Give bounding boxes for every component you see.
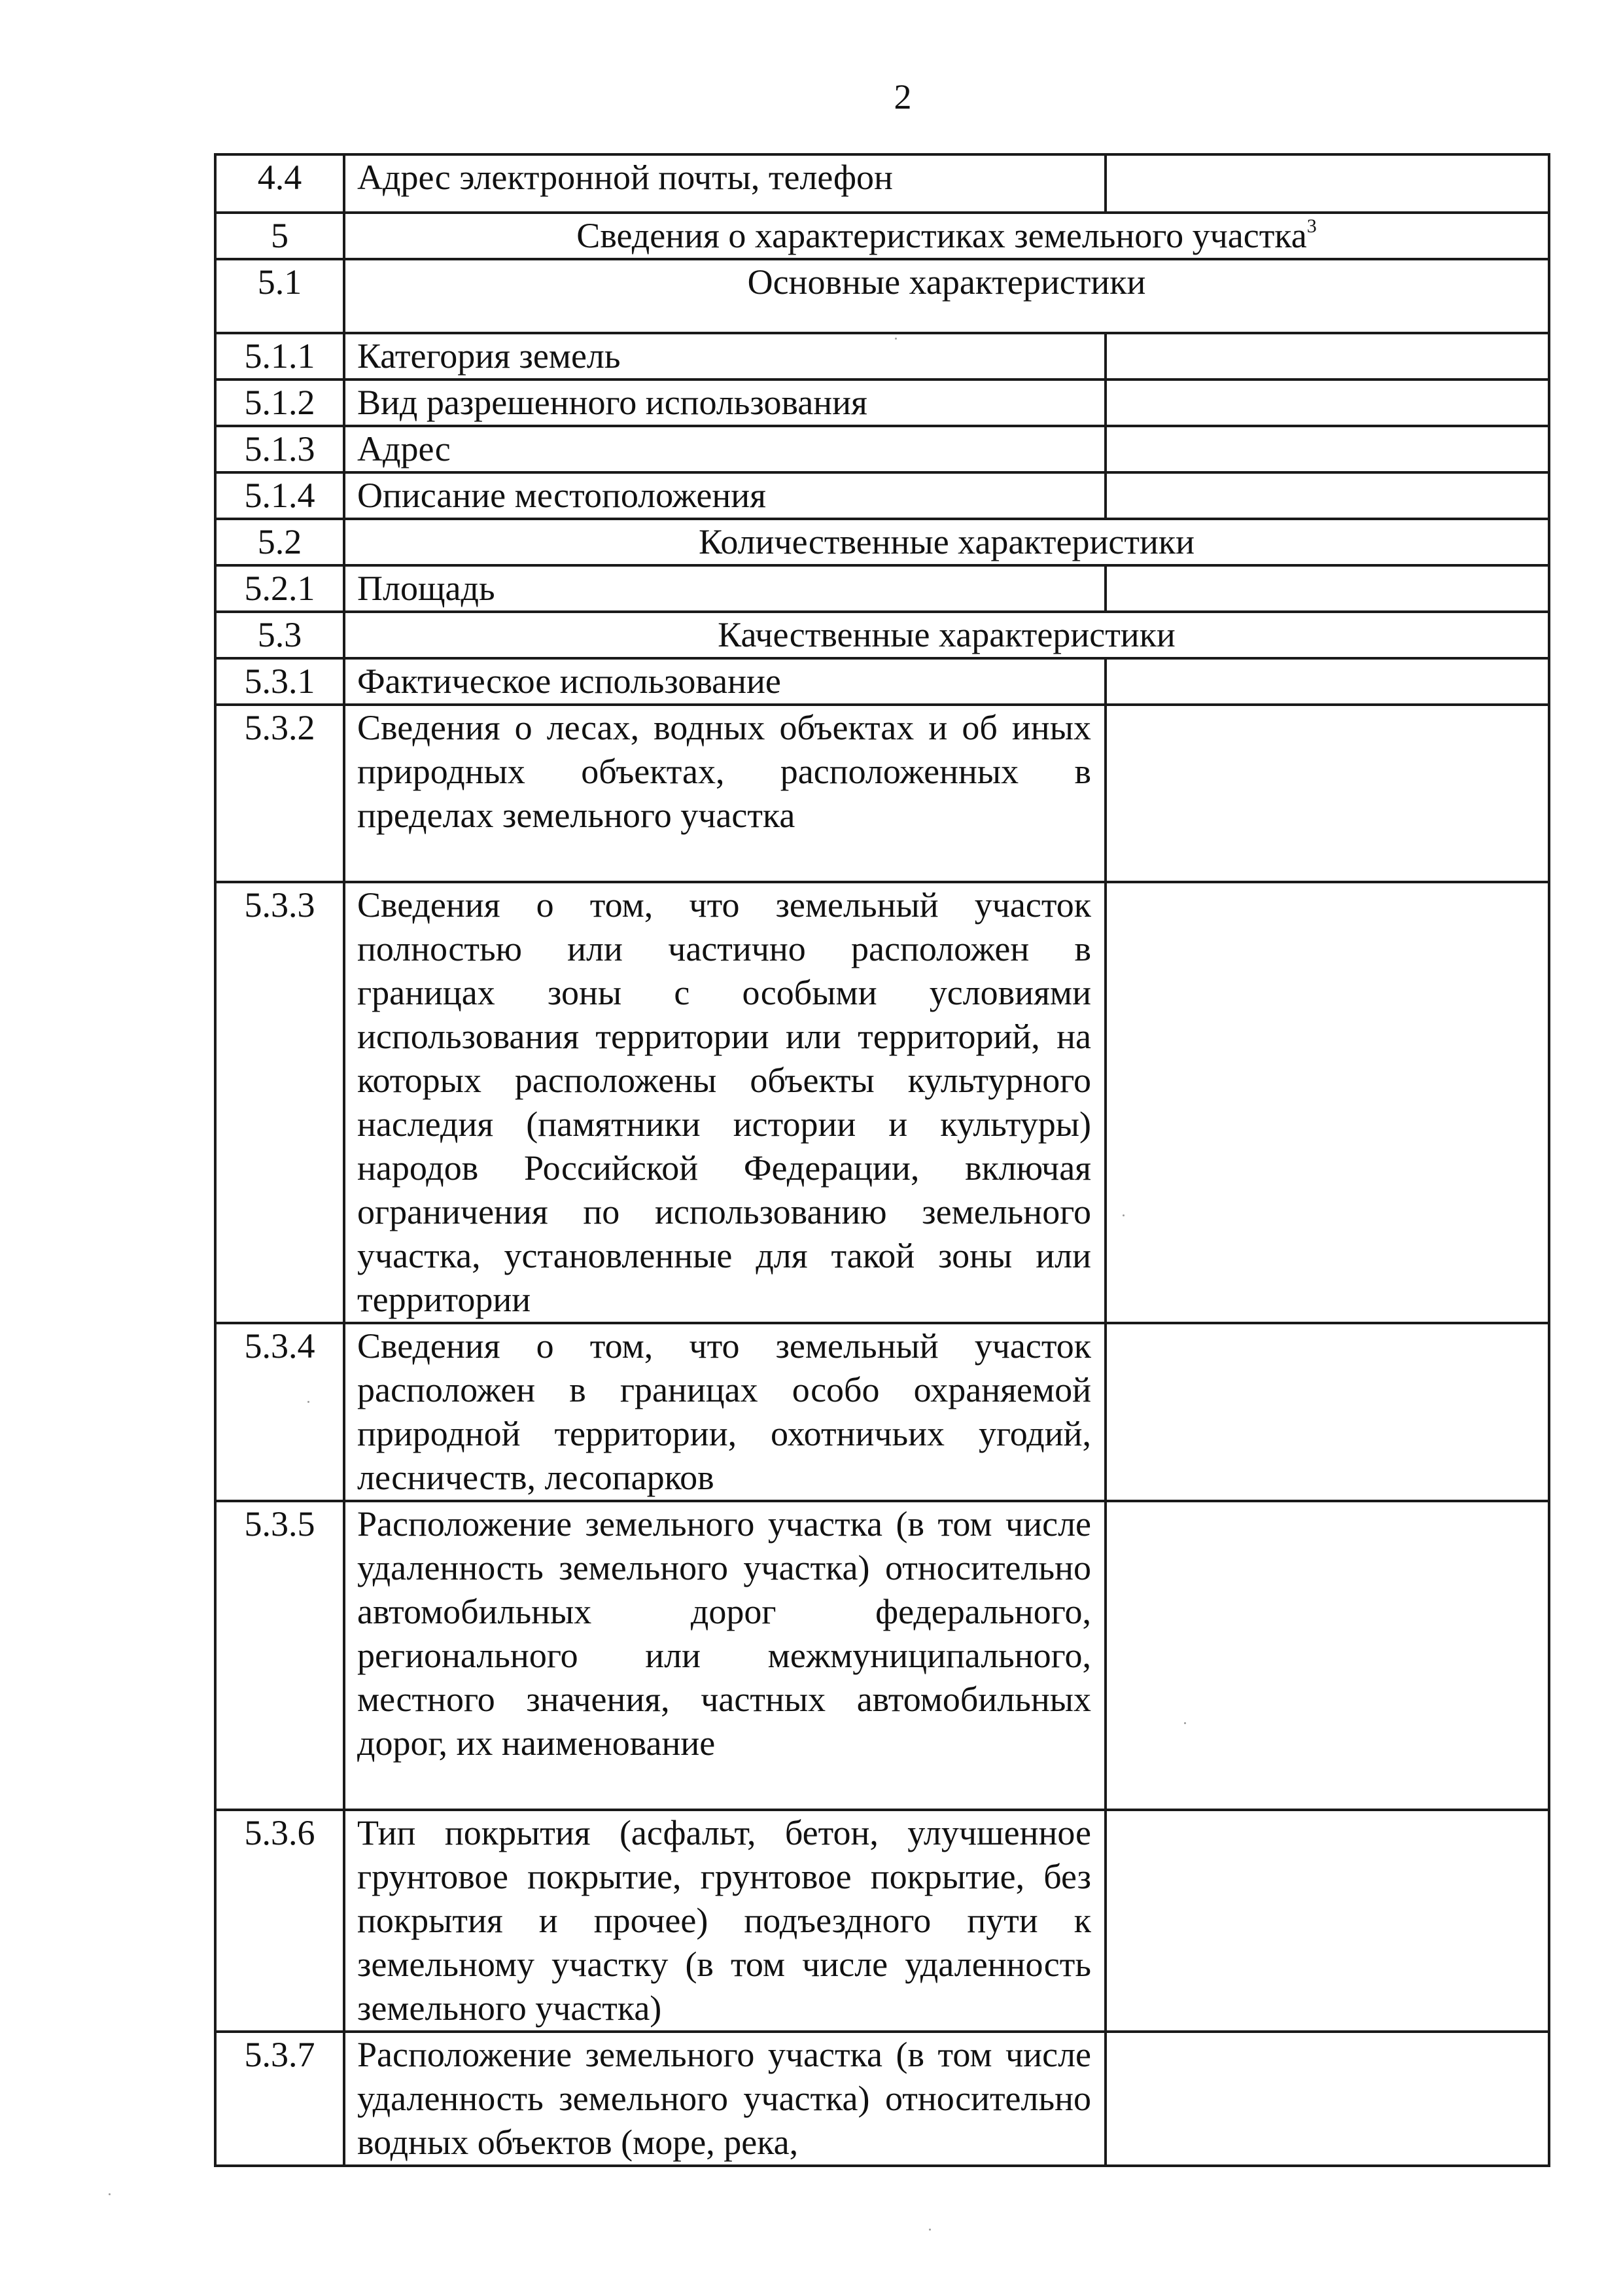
row-number: 5.1.4 <box>215 472 344 519</box>
field-value-cell[interactable] <box>1106 565 1549 612</box>
field-value-cell[interactable] <box>1106 426 1549 472</box>
table-row <box>215 658 1549 705</box>
table-row <box>215 1810 1549 2032</box>
footnote-marker: 3 <box>1306 215 1317 237</box>
scan-speck <box>109 2193 111 2195</box>
table-row <box>215 380 1549 426</box>
table-row <box>215 154 1549 213</box>
field-label: Фактическое использование <box>344 658 1106 705</box>
scan-speck <box>929 2229 931 2231</box>
row-number: 4.4 <box>215 154 344 213</box>
field-value-cell[interactable] <box>1106 705 1549 882</box>
scan-speck <box>895 338 897 340</box>
row-number: 5.3.5 <box>215 1501 344 1810</box>
field-value-cell[interactable] <box>1106 380 1549 426</box>
table-row <box>215 2032 1549 2166</box>
field-label: Сведения о том, что земельный участок полностью или частично расположен в границах зоны с особыми условиями использования территории или территорий, на которых расположены объекты культурного наследия (памятники истории и культуры) народов Российской Федерации, включая ограничения по использованию земельного участка, установленные для такой зоны или территории <box>344 882 1106 1323</box>
section-row <box>215 213 1549 259</box>
field-label: Адрес <box>344 426 1106 472</box>
section-heading <box>344 213 1549 259</box>
field-label: Сведения о лесах, водных объектах и об иных природных объектах, расположенных в пределах земельного участка <box>344 705 1106 882</box>
row-number: 5.2 <box>215 519 344 565</box>
field-label: Расположение земельного участка (в том числе удаленность земельного участка) относительно автомобильных дорог федерального, регионального или межмуниципального, местного значения, частных автомобильных дорог, их наименование <box>344 1501 1106 1810</box>
field-value-cell[interactable] <box>1106 472 1549 519</box>
field-value-cell[interactable] <box>1106 154 1549 213</box>
section-row <box>215 612 1549 658</box>
row-number: 5 <box>215 213 344 259</box>
row-number: 5.1.2 <box>215 380 344 426</box>
table-row <box>215 472 1549 519</box>
field-value-cell[interactable] <box>1106 1810 1549 2032</box>
field-label: Вид разрешенного использования <box>344 380 1106 426</box>
field-value-cell[interactable] <box>1106 2032 1549 2166</box>
section-row <box>215 259 1549 333</box>
field-value-cell[interactable] <box>1106 658 1549 705</box>
field-value-cell[interactable] <box>1106 333 1549 380</box>
field-label: Категория земель <box>344 333 1106 380</box>
row-number: 5.1.1 <box>215 333 344 380</box>
row-number: 5.3.1 <box>215 658 344 705</box>
row-number: 5.3 <box>215 612 344 658</box>
field-value-cell[interactable] <box>1106 1323 1549 1501</box>
table-row <box>215 333 1549 380</box>
section-heading: Качественные характеристики <box>344 612 1549 658</box>
field-label: Площадь <box>344 565 1106 612</box>
page-number: 2 <box>894 77 912 116</box>
row-number: 5.3.4 <box>215 1323 344 1501</box>
row-number: 5.3.7 <box>215 2032 344 2166</box>
table-row <box>215 1323 1549 1501</box>
row-number: 5.3.6 <box>215 1810 344 2032</box>
field-label: Сведения о том, что земельный участок расположен в границах особо охраняемой природной территории, охотничьих угодий, лесничеств, лесопарков <box>344 1323 1106 1501</box>
section-row <box>215 519 1549 565</box>
land-plot-info-table <box>214 153 1550 2167</box>
table-row <box>215 426 1549 472</box>
row-number: 5.1.3 <box>215 426 344 472</box>
row-number: 5.3.2 <box>215 705 344 882</box>
table-row <box>215 1501 1549 1810</box>
table-row <box>215 882 1549 1323</box>
row-number: 5.1 <box>215 259 344 333</box>
field-label: Адрес электронной почты, телефон <box>344 154 1106 213</box>
table-row <box>215 565 1549 612</box>
field-value-cell[interactable] <box>1106 882 1549 1323</box>
row-number: 5.2.1 <box>215 565 344 612</box>
field-value-cell[interactable] <box>1106 1501 1549 1810</box>
table-row <box>215 705 1549 882</box>
scan-speck <box>1184 1722 1186 1724</box>
section-heading-text: Сведения о характеристиках земельного участка <box>576 216 1307 255</box>
section-heading: Основные характеристики <box>344 259 1549 333</box>
row-number: 5.3.3 <box>215 882 344 1323</box>
field-label: Тип покрытия (асфальт, бетон, улучшенное грунтовое покрытие, грунтовое покрытие, без покрытия и прочее) подъездного пути к земельному участку (в том числе удаленность земельного участка) <box>344 1810 1106 2032</box>
section-heading: Количественные характеристики <box>344 519 1549 565</box>
field-label: Расположение земельного участка (в том числе удаленность земельного участка) относительно водных объектов (море, река, <box>344 2032 1106 2166</box>
field-label: Описание местоположения <box>344 472 1106 519</box>
scan-speck <box>1123 1214 1125 1216</box>
scan-speck <box>307 1401 309 1403</box>
